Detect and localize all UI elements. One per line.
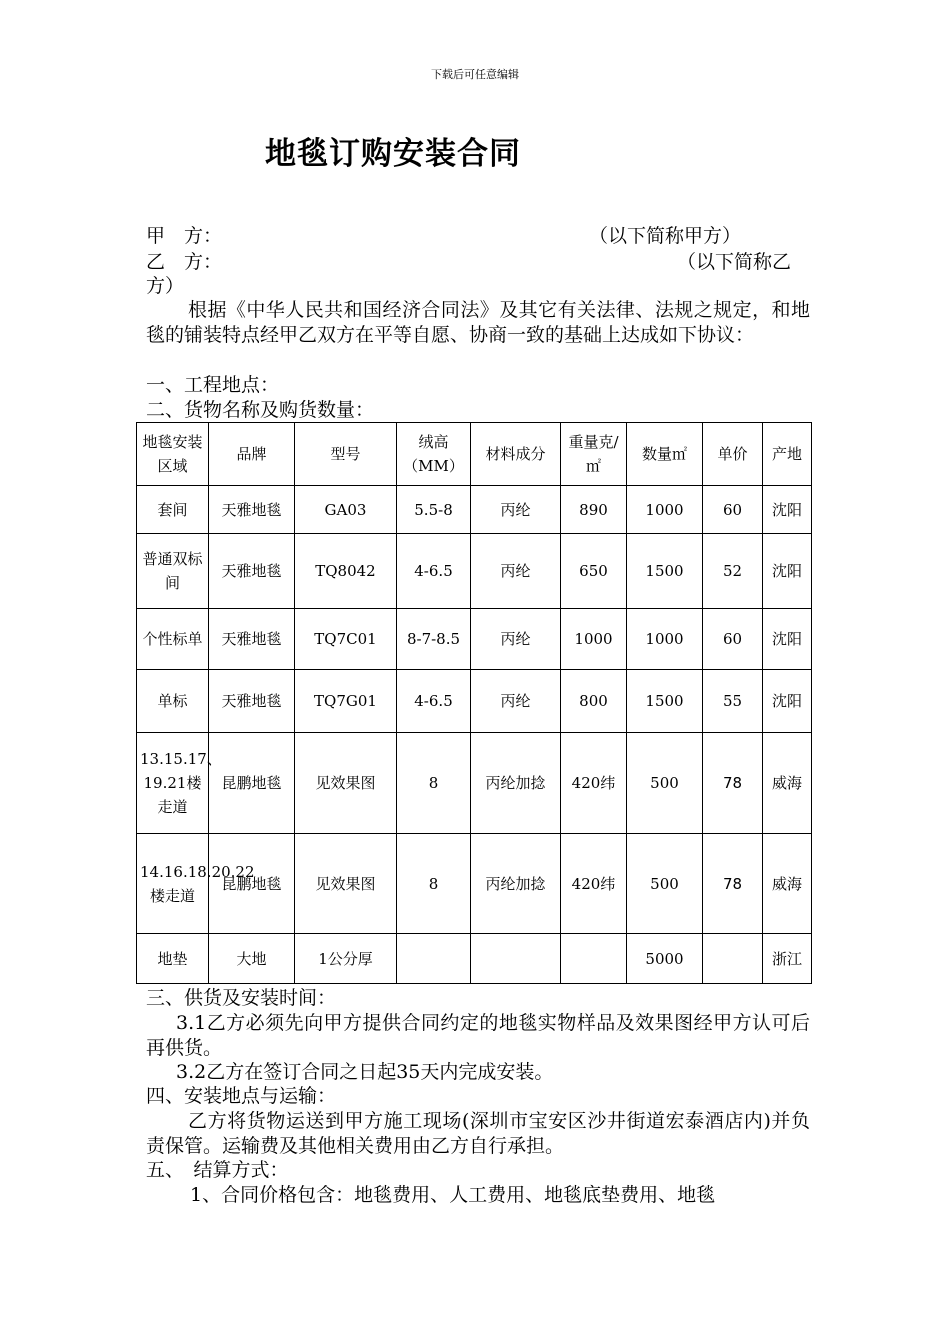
table-cell: 大地 xyxy=(209,934,295,984)
table-cell: 1000 xyxy=(627,486,703,534)
table-cell: 沈阳 xyxy=(763,670,812,733)
table-cell: 1500 xyxy=(627,670,703,733)
table-cell: 8-7-8.5 xyxy=(397,609,471,670)
document-title: 地毯订购安装合同 xyxy=(265,136,521,172)
table-cell: 1000 xyxy=(627,609,703,670)
table-cell: 8 xyxy=(397,834,471,934)
table-cell: TQ8042 xyxy=(295,534,397,609)
table-header-row xyxy=(137,423,812,486)
table-cell: 天雅地毯 xyxy=(209,534,295,609)
table-cell: 昆鹏地毯 xyxy=(209,834,295,934)
table-cell: 800 xyxy=(561,670,627,733)
table-row xyxy=(137,609,812,670)
table-cell: 丙纶加捻 xyxy=(471,834,561,934)
table-cell: 丙纶 xyxy=(471,486,561,534)
table-cell: 威海 xyxy=(763,834,812,934)
section-5-heading: 五、 结算方式： xyxy=(146,1159,289,1181)
table-cell: 浙江 xyxy=(763,934,812,984)
goods-table xyxy=(136,422,812,984)
table-cell: 见效果图 xyxy=(295,733,397,834)
table-cell: TQ7G01 xyxy=(295,670,397,733)
table-cell: 1公分厚 xyxy=(295,934,397,984)
table-cell: 1000 xyxy=(561,609,627,670)
table-cell: 沈阳 xyxy=(763,609,812,670)
clause-3-2: 3.2乙方在签订合同之日起35天内完成安装。 xyxy=(176,1061,554,1083)
table-cell: 13.15.17、19.21楼走道 xyxy=(137,733,209,834)
table-cell: 55 xyxy=(703,670,763,733)
table-cell: 78 xyxy=(703,834,763,934)
table-cell xyxy=(397,934,471,984)
table-cell: 天雅地毯 xyxy=(209,670,295,733)
table-cell: 4-6.5 xyxy=(397,534,471,609)
party-a-label: 甲 方： xyxy=(146,225,223,247)
table-cell: 沈阳 xyxy=(763,486,812,534)
header-cell: 地毯安装区域 xyxy=(137,423,209,486)
table-cell: 1500 xyxy=(627,534,703,609)
table-cell: 500 xyxy=(627,733,703,834)
party-b-note: （以下简称乙 xyxy=(677,251,792,273)
table-row xyxy=(137,670,812,733)
table-cell: 单标 xyxy=(137,670,209,733)
clause-3-1: 3.1乙方必须先向甲方提供合同约定的地毯实物样品及效果图经甲方认可后再供货。 xyxy=(146,1012,810,1059)
table-cell: 650 xyxy=(561,534,627,609)
table-cell: 沈阳 xyxy=(763,534,812,609)
table-cell: 丙纶 xyxy=(471,534,561,609)
table-cell: 420纬 xyxy=(561,834,627,934)
table-cell: 78 xyxy=(703,733,763,834)
section-2-heading: 二、货物名称及购货数量： xyxy=(146,399,375,421)
intro-paragraph: 根据《中华人民共和国经济合同法》及其它有关法律、法规之规定，和地毯的铺装特点经甲乙双方在平等自愿、协商一致的基础上达成如下协议： xyxy=(146,299,810,346)
table-cell: 500 xyxy=(627,834,703,934)
table-cell: 60 xyxy=(703,609,763,670)
section-3-heading: 三、供货及安装时间： xyxy=(146,987,337,1009)
table-cell: 套间 xyxy=(137,486,209,534)
header-note: 下载后可任意编辑 xyxy=(431,68,519,81)
section-4-heading: 四、安装地点与运输： xyxy=(146,1085,337,1107)
table-row xyxy=(137,733,812,834)
header-cell: 数量㎡ xyxy=(627,423,703,486)
table-row xyxy=(137,934,812,984)
clause-5-1: 1、合同价格包含：地毯费用、人工费用、地毯底垫费用、地毯 xyxy=(190,1184,716,1206)
header-cell: 型号 xyxy=(295,423,397,486)
table-row xyxy=(137,486,812,534)
table-cell: 5.5-8 xyxy=(397,486,471,534)
table-cell: 420纬 xyxy=(561,733,627,834)
clause-4: 乙方将货物运送到甲方施工现场(深圳市宝安区沙井街道宏泰酒店内)并负责保管。运输费及其他相关费用由乙方自行承担。 xyxy=(146,1110,810,1157)
table-cell: 天雅地毯 xyxy=(209,609,295,670)
header-cell: 产地 xyxy=(763,423,812,486)
table-row xyxy=(137,834,812,934)
table-cell: TQ7C01 xyxy=(295,609,397,670)
table-cell: 地垫 xyxy=(137,934,209,984)
table-cell: 丙纶加捻 xyxy=(471,733,561,834)
header-cell: 材料成分 xyxy=(471,423,561,486)
table-row xyxy=(137,534,812,609)
table-cell: 个性标单 xyxy=(137,609,209,670)
table-cell: 14.16.18.20.22楼走道 xyxy=(137,834,209,934)
table-cell xyxy=(471,934,561,984)
table-cell: 52 xyxy=(703,534,763,609)
header-cell: 重量克/㎡ xyxy=(561,423,627,486)
table-cell: 8 xyxy=(397,733,471,834)
header-cell: 绒高（MM） xyxy=(397,423,471,486)
table-cell: 见效果图 xyxy=(295,834,397,934)
table-cell xyxy=(561,934,627,984)
table-cell: 威海 xyxy=(763,733,812,834)
header-cell: 品牌 xyxy=(209,423,295,486)
table-cell: 890 xyxy=(561,486,627,534)
section-1-heading: 一、工程地点： xyxy=(146,374,280,396)
table-cell: 天雅地毯 xyxy=(209,486,295,534)
table-cell: 昆鹏地毯 xyxy=(209,733,295,834)
table-cell: 普通双标间 xyxy=(137,534,209,609)
table-cell: 4-6.5 xyxy=(397,670,471,733)
table-cell: GA03 xyxy=(295,486,397,534)
header-cell: 单价 xyxy=(703,423,763,486)
table-cell xyxy=(703,934,763,984)
party-a-note: （以下简称甲方） xyxy=(589,225,742,247)
party-b-note-cont: 方） xyxy=(146,275,185,297)
table-cell: 60 xyxy=(703,486,763,534)
table-cell: 丙纶 xyxy=(471,609,561,670)
table-cell: 5000 xyxy=(627,934,703,984)
party-b-label: 乙 方： xyxy=(146,251,223,273)
table-cell: 丙纶 xyxy=(471,670,561,733)
